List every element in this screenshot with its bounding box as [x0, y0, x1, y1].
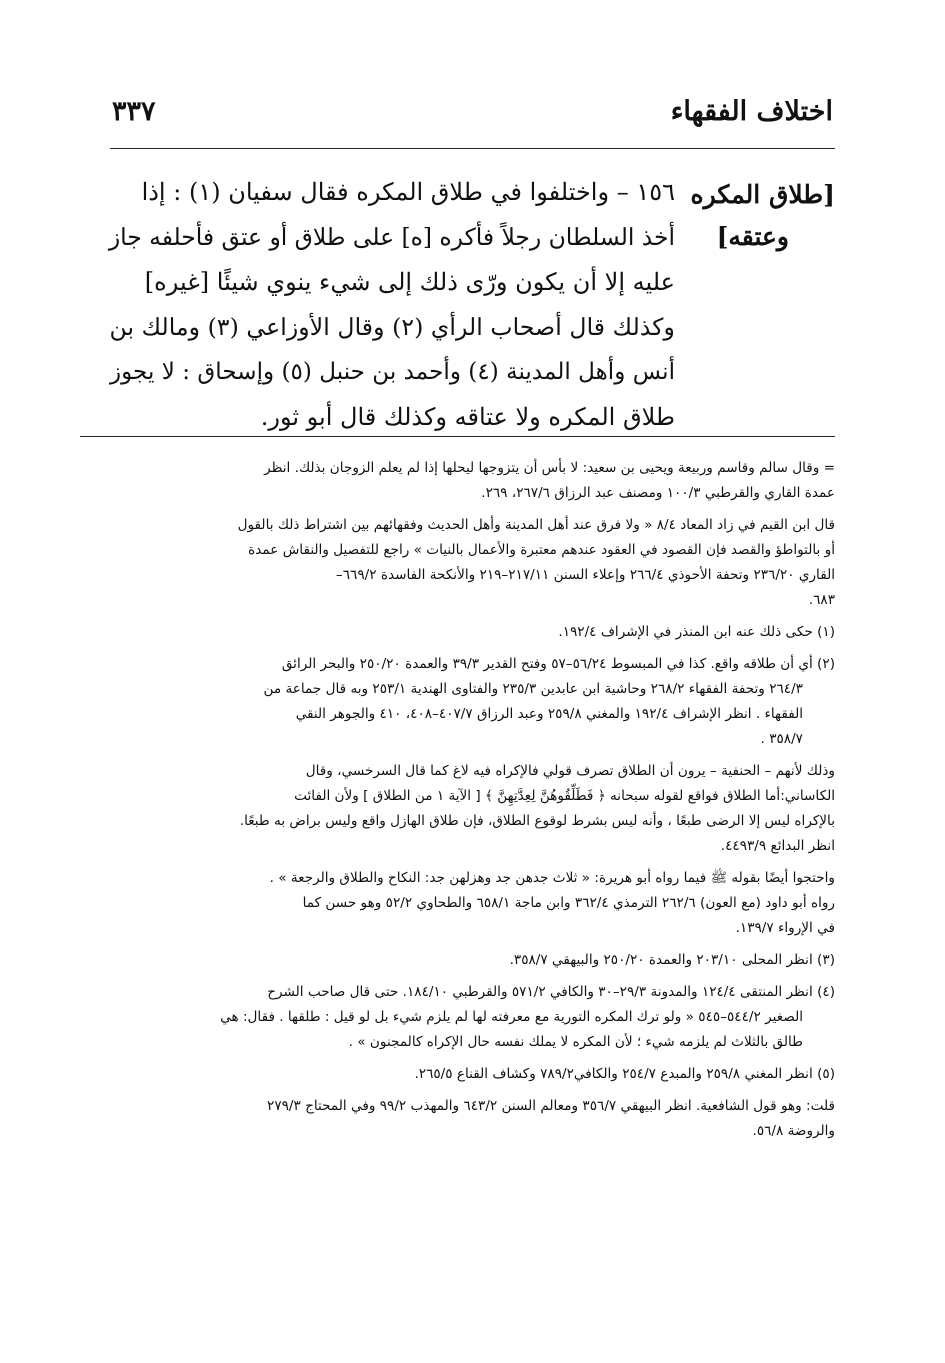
running-header [112, 96, 833, 144]
footnote-line: بالإكراه ليس إلا الرضى طبعًا ، وأنه ليس بشرط لوقوع الطلاق، فإن طلاق الهازل واقع وليس براض به طبعًا. [239, 813, 835, 829]
footnote-3 [80, 948, 835, 973]
footnote-line: انظر البدائع ٤٤٩٣/٩. [720, 838, 835, 854]
footnote-2-hadith [80, 866, 835, 941]
footnote-line: قال ابن القيم في زاد المعاد ٨/٤ « ولا فرق عند أهل المدينة وأهل الحديث وفقهائهم بين اشتراط ذلك بالقول [237, 517, 835, 533]
footnotes [80, 456, 835, 1151]
footnote-line: (٥) انظر المغني ٢٥٩/٨ والمبدع ٢٥٤/٧ والكافي٧٨٩/٢ وكشاف القناع ٢٦٥/٥. [414, 1066, 835, 1082]
footnote-line: ٣٥٨/٧ . [760, 731, 803, 747]
footnote-line: الصغير ٥٤٤/٢–٥٤٥ « ولو ترك المكره التورية مع معرفته لها لم يلزم شيء بل لو قيل : طلقها . فقال: هي [220, 1009, 803, 1025]
footnote-line: ٢٦٤/٣ وتحفة الفقهاء ٢٦٨/٢ وحاشية ابن عابدين ٢٣٥/٣ والفتاوى الهندية ٢٥٣/١ وبه قال جماعة من [263, 681, 803, 697]
page-number: ٣٣٧ [112, 96, 156, 127]
footnote-line: الكاساني:أما الطلاق فواقع لقوله سبحانه ﴿ فَطَلِّقُوهُنَّ لِعِدَّتِهِنَّ ﴾ [ الآية ١ من الطلاق ] ولأن الفائت [294, 788, 835, 804]
footnote-2 [80, 652, 835, 752]
main-text [110, 170, 675, 440]
footnote-line: (١) حكى ذلك عنه ابن المنذر في الإشراف ١٩٢/٤. [558, 624, 835, 640]
margin-heading-line: وعتقه] [716, 222, 789, 251]
footnote-line: (٢) أي أن طلاقه واقع. كذا في المبسوط ٥٦/٢٤–٥٧ وفتح القدير ٣٩/٣ والعمدة ٢٥٠/٢٠ والبحر الرائق [281, 656, 835, 672]
footnote-line: القاري ٢٣٦/٢٠ وتحفة الأحوذي ٢٦٦/٤ وإعلاء السنن ٢١٧/١١–٢١٩ والأنكحة الفاسدة ٦٦٩/٢– [335, 567, 835, 583]
footnote-line: قلت: وهو قول الشافعية. انظر البيهقي ٣٥٦/٧ ومعالم السنن ٦٤٣/٢ والمهذب ٩٩/٢ وفي المحتاج ٢٧٩/٣ [267, 1098, 835, 1114]
footnote-continuation [80, 456, 835, 506]
footnote-line: وذلك لأنهم – الحنفية – يرون أن الطلاق تصرف قولي فالإكراه فيه لاغ كما قال السرخسي، وقال [305, 763, 835, 779]
footnote-line: الفقهاء . انظر الإشراف ١٩٢/٤ والمغني ٢٥٩/٨ وعبد الرزاق ٤٠٧/٧–٤٠٨، ٤١٠ والجوهر النقي [295, 706, 803, 722]
footnote-line: (٤) انظر المنتقى ١٢٤/٤ والمدونة ٢٩/٣–٣٠ والكافي ٥٧١/٢ والقرطبي ١٨٤/١٠. حتى قال صاحب الشرح [267, 984, 835, 1000]
footnote-line: ٦٨٣. [808, 592, 835, 608]
footnote-5-commentary [80, 1094, 835, 1144]
main-text-line: وكذلك قال أصحاب الرأي (٢) وقال الأوزاعي (٣) ومالك بن [109, 313, 675, 341]
footnote-line: طالق بالثلاث لم يلزمه شيء ؛ لأن المكره لا يملك نفسه حال الإكراه كالمجنون » . [348, 1034, 803, 1050]
footnote-2-commentary [80, 759, 835, 859]
footnote-line: والروضة ٥٦/٨. [752, 1123, 835, 1139]
footnote-line: = وقال سالم وقاسم وربيعة ويحيى بن سعيد: لا بأس أن يتزوجها ليحلها إذا لم يعلم الزوجان بذلك. انظر [264, 460, 835, 476]
footnote-1 [80, 620, 835, 645]
footnote-separator [80, 436, 835, 437]
header-rule [110, 148, 835, 149]
main-text-line: أخذ السلطان رجلاً فأكره [ه] على طلاق أو عتق فأحلفه جاز [108, 223, 675, 251]
main-text-line: أنس وأهل المدينة (٤) وأحمد بن حنبل (٥) وإسحاق : لا يجوز [109, 359, 675, 385]
footnote-4 [80, 980, 835, 1055]
margin-heading [690, 174, 835, 258]
footnote-line: واحتجوا أيضًا بقوله ﷺ فيما رواه أبو هريرة: « ثلاث جدهن جد وهزلهن جد: النكاح والطلاق والرجعة » . [269, 870, 835, 886]
footnote-5 [80, 1062, 835, 1087]
footnote-line: رواه أبو داود (مع العون) ٢٦٢/٦ الترمذي ٣٦٢/٤ وابن ماجة ٦٥٨/١ والطحاوي ٥٢/٢ وهو حسن كما [302, 895, 835, 911]
main-text-line: عليه إلا أن يكون ورّى ذلك إلى شيء ينوي شيئًا [غيره] [144, 268, 675, 296]
margin-heading-line: [طلاق المكره [690, 180, 835, 209]
footnote-line: في الإرواء ١٣٩/٧. [735, 920, 835, 936]
footnote-continuation [80, 513, 835, 613]
footnote-line: أو بالتواطؤ والقصد فإن القصود في العقود عندهم معتبرة والأعمال بالنيات » راجع للتفصيل والنقاش عمدة [248, 542, 835, 558]
running-title: اختلاف الفقهاء [670, 96, 833, 127]
footnote-line: (٣) انظر المحلى ٢٠٣/١٠ والعمدة ٢٥٠/٢٠ والبيهقي ٣٥٨/٧. [509, 952, 835, 968]
main-text-line: ١٥٦ – واختلفوا في طلاق المكره فقال سفيان (١) : إذا [141, 178, 675, 206]
footnote-line: عمدة القاري والقرطبي ١٠٠/٣ ومصنف عبد الرزاق ٢٦٧/٦، ٢٦٩. [481, 485, 835, 501]
main-text-line: طلاق المكره ولا عتاقه وكذلك قال أبو ثور. [260, 403, 675, 431]
